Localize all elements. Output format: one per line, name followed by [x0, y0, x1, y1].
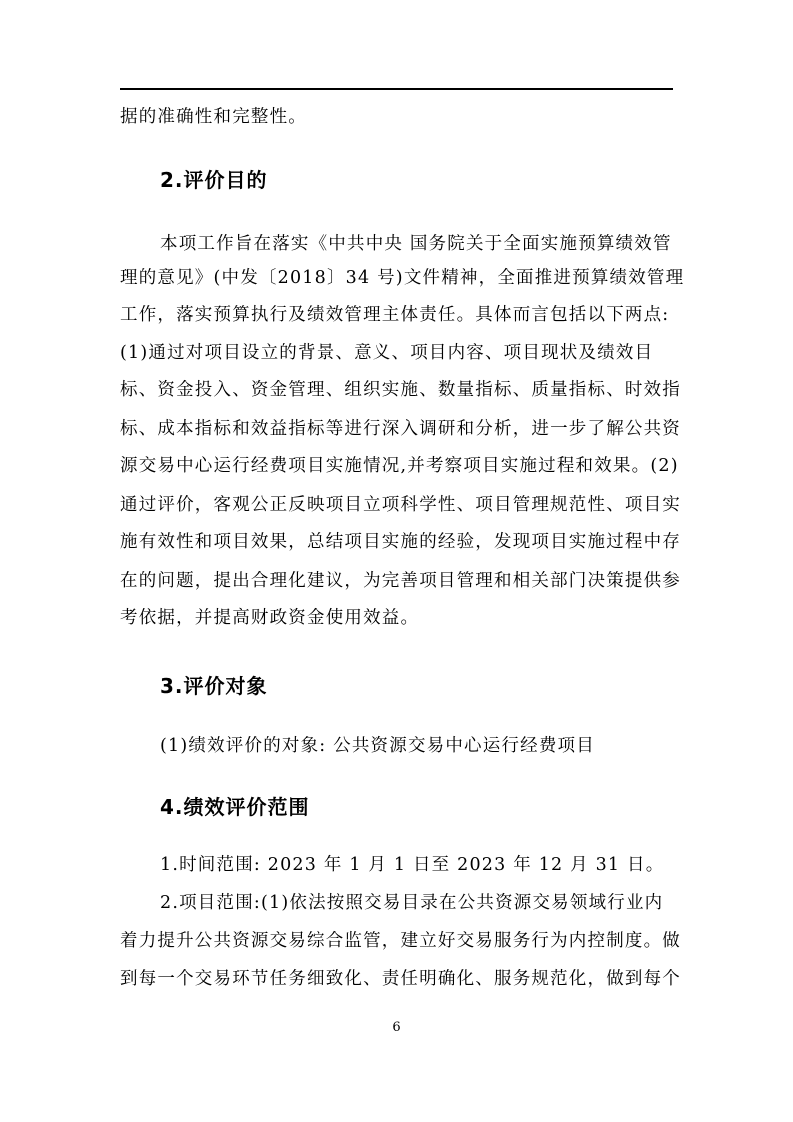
paragraph-line: 本项工作旨在落实《中共中央 国务院关于全面实施预算绩效管 — [160, 234, 672, 254]
paragraph-line: (1)通过对项目设立的背景、意义、项目内容、项目现状及绩效目 — [120, 343, 654, 363]
paragraph-line: 标、成本指标和效益指标等进行深入调研和分析，进一步了解公共资 — [120, 419, 681, 439]
paragraph-line: 2.项目范围:(1)依法按照交易目录在公共资源交易领域行业内 — [160, 893, 664, 913]
section-heading-evaluation-purpose: 2.评价目的 — [160, 168, 268, 192]
paragraph-line: (1)绩效评价的对象: 公共资源交易中心运行经费项目 — [160, 736, 595, 756]
paragraph-line: 在的问题，提出合理化建议，为完善项目管理和相关部门决策提供参 — [120, 571, 681, 591]
paragraph-line: 考依据，并提高财政资金使用效益。 — [120, 608, 420, 628]
section-heading-evaluation-scope: 4.绩效评价范围 — [160, 795, 310, 819]
paragraph-line: 到每一个交易环节任务细致化、责任明确化、服务规范化，做到每个 — [120, 969, 681, 989]
page-number: 6 — [392, 1020, 401, 1035]
paragraph-line: 源交易中心运行经费项目实施情况,并考察项目实施过程和效果。(2) — [120, 456, 679, 476]
paragraph-continuation: 据的准确性和完整性。 — [120, 107, 307, 127]
header-rule — [120, 88, 673, 90]
paragraph-line: 1.时间范围: 2023 年 1 月 1 日至 2023 年 12 月 31 日。 — [160, 855, 665, 875]
section-heading-evaluation-object: 3.评价对象 — [160, 674, 268, 698]
paragraph-line: 理的意见》(中发〔2018〕34 号)文件精神，全面推进预算绩效管理 — [120, 268, 685, 288]
paragraph-line: 通过评价，客观公正反映项目立项科学性、项目管理规范性、项目实 — [120, 495, 681, 515]
paragraph-line: 标、资金投入、资金管理、组织实施、数量指标、质量指标、时效指 — [120, 380, 681, 400]
paragraph-line: 施有效性和项目效果，总结项目实施的经验，发现项目实施过程中存 — [120, 532, 681, 552]
paragraph-line: 工作，落实预算执行及绩效管理主体责任。具体而言包括以下两点: — [120, 305, 670, 325]
paragraph-line: 着力提升公共资源交易综合监管，建立好交易服务行为内控制度。做 — [120, 931, 681, 951]
